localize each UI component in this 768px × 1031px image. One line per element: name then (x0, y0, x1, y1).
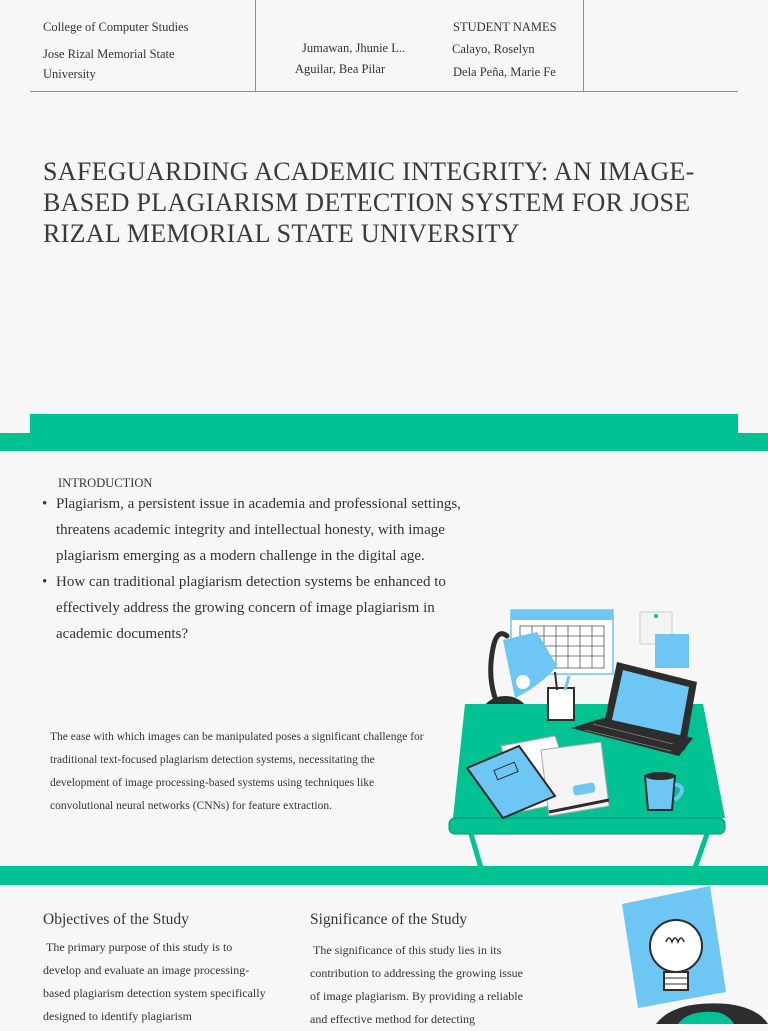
student-name: Dela Peña, Marie Fe (453, 65, 556, 79)
introduction-paragraph: The ease with which images can be manipulated poses a significant challenge for traditional text-focused plagiarism detection systems, necessitating the development of image processing-based systems using techniques like convolutional neural networks (CNNs) for feature extraction. (50, 731, 424, 812)
student-names-label: STUDENT NAMES (453, 20, 557, 34)
university-line-1: Jose Rizal Memorial State (43, 47, 175, 61)
list-item: • How can traditional plagiarism detection systems be enhanced to effectively address the growing concern of image plagiarism in academic documents? (42, 569, 482, 647)
lightbulb-illustration (618, 884, 768, 1024)
header-rule (30, 91, 738, 92)
student-name: Jumawan, Jhunie L.. (302, 41, 406, 55)
desk-illustration (445, 600, 735, 868)
introduction-bullets (42, 491, 482, 647)
college-name: College of Computer Studies (43, 20, 189, 34)
student-name: Calayo, Roselyn (452, 42, 535, 56)
student-name: Aguilar, Bea Pilar (295, 62, 386, 76)
header-divider-2 (583, 0, 584, 91)
list-item: • Plagiarism, a persistent issue in academia and professional settings, threatens academic integrity and intellectual honesty, with image plagiarism emerging as a modern challenge in the digital age. (42, 491, 482, 569)
university-name (43, 44, 175, 84)
accent-band (0, 433, 768, 451)
significance-heading: Significance of the Study (310, 911, 468, 928)
header-divider-1 (255, 0, 256, 91)
university-line-2: University (43, 67, 96, 81)
introduction-label: INTRODUCTION (58, 476, 153, 490)
significance-text: The significance of this study lies in its contribution to addressing the growing issue of image plagiarism. By providing a reliable and effective method for detecting (310, 943, 523, 1026)
accent-band-top (30, 414, 738, 434)
accent-band-bottom (0, 866, 768, 885)
page-title: SAFEGUARDING ACADEMIC INTEGRITY: AN IMAGE-BASED PLAGIARISM DETECTION SYSTEM FOR JOSE RIZAL MEMORIAL STATE UNIVERSITY (43, 157, 695, 248)
objectives-heading: Objectives of the Study (43, 911, 189, 928)
objectives-text: The primary purpose of this study is to develop and evaluate an image processing-based plagiarism detection system specifically designed to identify plagiarism (43, 940, 266, 1023)
